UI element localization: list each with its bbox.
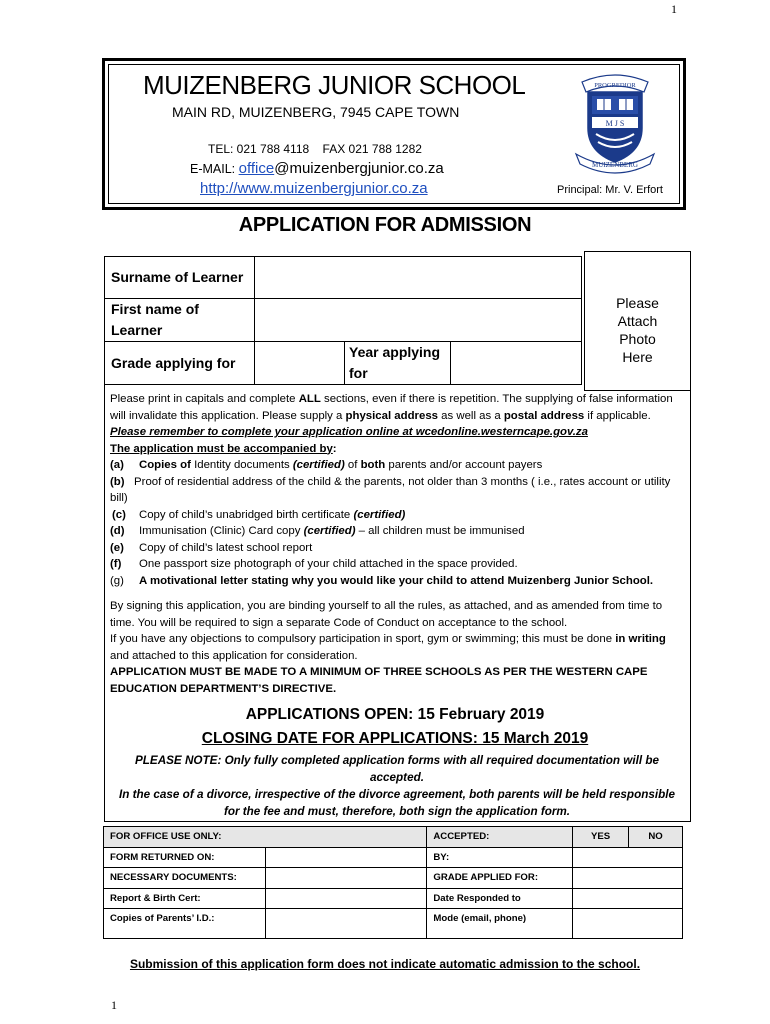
grade-applied-label: GRADE APPLIED FOR:: [427, 868, 573, 889]
parents-id-field[interactable]: [265, 909, 427, 939]
note-complete-forms: PLEASE NOTE: Only fully completed application forms with all required documentation will be accepted.: [134, 754, 660, 784]
accepted-label: ACCEPTED:: [427, 827, 573, 848]
submission-note: Submission of this application form does not indicate automatic admission to the school.: [129, 957, 641, 971]
please-note: [114, 752, 680, 820]
accepted-yes[interactable]: YES: [573, 827, 629, 848]
school-crest-logo: [568, 70, 662, 174]
page-number-top: 1: [671, 2, 677, 16]
requirement-b: (b) Proof of residential address of the child & the parents, not older than 3 months ( i.e., rates account or utility bill): [110, 475, 671, 504]
tel-fax: TEL: 021 788 4118 FAX 021 788 1282: [208, 142, 422, 156]
principal: Principal: Mr. V. Erfort: [557, 184, 663, 196]
form-returned-field[interactable]: [265, 847, 427, 868]
learner-details-table: [104, 256, 582, 385]
date-responded-field[interactable]: [573, 888, 683, 909]
email-link[interactable]: office: [238, 160, 275, 177]
requirement-a: (a) Copies of Identity documents (certified) of both parents and/or account payers: [110, 459, 543, 471]
accompanied-heading: The application must be accompanied by:: [110, 442, 337, 455]
page-title: APPLICATION FOR ADMISSION: [238, 214, 532, 236]
page-number-bottom: 1: [111, 998, 117, 1012]
instructions-text: [110, 391, 684, 697]
school-address: MAIN RD, MUIZENBERG, 7945 CAPE TOWN: [172, 104, 460, 120]
crest-town: MUIZENBERG: [592, 161, 638, 169]
surname-field[interactable]: [255, 257, 582, 299]
grade-label: Grade applying for: [105, 342, 255, 385]
school-name: MUIZENBERG JUNIOR SCHOOL: [143, 70, 526, 100]
first-name-field[interactable]: [255, 299, 582, 342]
note-divorce: In the case of a divorce, irrespective of the divorce agreement, both parents will be held responsible for the fee and must, therefore, both sign the application form.: [119, 788, 675, 818]
report-birth-cert-field[interactable]: [265, 888, 427, 909]
crest-letters: M J S: [605, 119, 625, 128]
closing-date: CLOSING DATE FOR APPLICATIONS: 15 March 2019: [201, 730, 589, 747]
online-application-note: Please remember to complete your application online at wcedonline.westerncape.gov.za: [110, 426, 588, 438]
website-link[interactable]: http://www.muizenbergjunior.co.za: [200, 180, 428, 197]
first-name-label: First name of Learner: [105, 299, 255, 342]
requirement-e: (e) Copy of child’s latest school report: [110, 541, 313, 554]
accepted-no[interactable]: NO: [629, 827, 683, 848]
instructions-paragraph-4: APPLICATION MUST BE MADE TO A MINIMUM OF THREE SCHOOLS AS PER THE WESTERN CAPE EDUCATION DEPARTMENT’S DIRECTIVE.: [110, 666, 648, 695]
parents-id-label: Copies of Parents’ I.D.:: [104, 909, 266, 939]
instructions-paragraph-3: If you have any objections to compulsory participation in sport, gym or swimming; this must be done in writing and attached to this application for consideration.: [110, 633, 666, 662]
mode-label: Mode (email, phone): [427, 909, 573, 939]
office-use-table: [103, 826, 683, 939]
date-responded-label: Date Responded to: [427, 888, 573, 909]
office-use-heading: FOR OFFICE USE ONLY:: [104, 827, 427, 848]
requirement-f: (f) One passport size photograph of your child attached in the space provided.: [110, 558, 518, 570]
necessary-documents-label: NECESSARY DOCUMENTS:: [104, 868, 266, 889]
crest-motto: PROGREDIOR: [594, 82, 636, 89]
email-line: E-MAIL: office@muizenbergjunior.co.za: [190, 160, 444, 177]
year-label: Year applying for: [345, 342, 451, 385]
photo-instruction: Please Attach Photo Here: [616, 295, 659, 365]
report-birth-cert-label: Report & Birth Cert:: [104, 888, 266, 909]
grade-applied-field[interactable]: [573, 868, 683, 889]
requirement-d: (d) Immunisation (Clinic) Card copy (certified) – all children must be immunised: [110, 525, 525, 537]
requirement-g: (g) A motivational letter stating why you would like your child to attend Muizenberg Junior School.: [110, 574, 654, 587]
surname-label: Surname of Learner: [105, 257, 255, 299]
instructions-paragraph-1: Please print in capitals and complete ALL sections, even if there is repetition. The supplying of false information will invalidate this application. Please supply a physical address as well as a postal address if applicable. Please remember to complete your application online at wcedonline.westerncape.gov.za: [110, 393, 673, 438]
requirement-c: (c) Copy of child’s unabridged birth certificate (certified): [112, 508, 406, 521]
form-returned-label: FORM RETURNED ON:: [104, 847, 266, 868]
instructions-paragraph-2: By signing this application, you are binding yourself to all the rules, as attached, and as amended from time to time. You will be required to sign a separate Code of Conduct on acceptance to the school.: [110, 600, 663, 629]
mode-field[interactable]: [573, 909, 683, 939]
year-field[interactable]: [451, 342, 582, 385]
by-label: BY:: [427, 847, 573, 868]
by-field[interactable]: [573, 847, 683, 868]
grade-field[interactable]: [255, 342, 345, 385]
applications-open: APPLICATIONS OPEN: 15 February 2019: [245, 706, 545, 723]
photo-placeholder[interactable]: [584, 251, 691, 391]
necessary-documents-field[interactable]: [265, 868, 427, 889]
